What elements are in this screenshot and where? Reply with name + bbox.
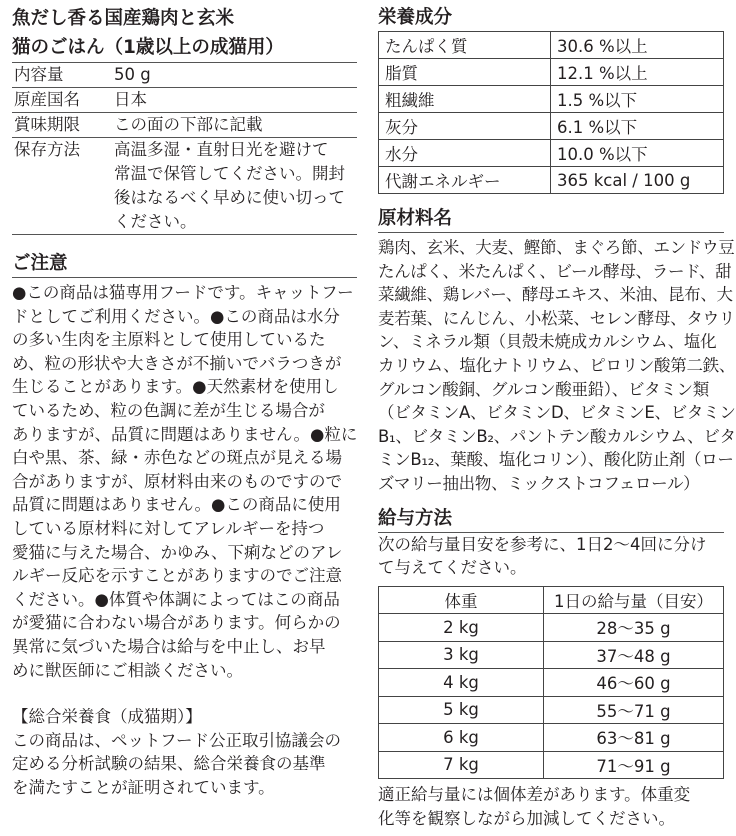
text-line: ているため、粒の色調に差が生じる場合が bbox=[12, 400, 325, 420]
table-row bbox=[379, 59, 724, 86]
body-weight: 3 kg bbox=[379, 641, 544, 669]
daily-amount: 71〜91 g bbox=[544, 751, 724, 779]
info-value bbox=[112, 138, 357, 235]
text-line: の多い生肉を主原料として使用しているた bbox=[12, 330, 326, 350]
feeding-heading: 給与方法 bbox=[378, 506, 724, 533]
body-weight: 2 kg bbox=[379, 614, 544, 642]
info-label: 賞味期限 bbox=[12, 113, 112, 138]
table-row bbox=[379, 669, 724, 697]
info-label: 保存方法 bbox=[12, 138, 112, 235]
text-line: ルギー反応を示すことがありますのでご注意 bbox=[12, 566, 342, 586]
text-line: 麦若葉、にんじん、小松菜、セレン酵母、タウリ bbox=[378, 308, 735, 328]
nutrition-heading: 栄養成分 bbox=[378, 7, 453, 28]
text-line: を満たすことが証明されています。 bbox=[12, 777, 275, 797]
header-amount: 1日の給与量（目安） bbox=[544, 586, 724, 614]
table-row bbox=[379, 167, 724, 194]
ingredients-heading: 原材料名 bbox=[378, 206, 724, 233]
text-line: が愛猫に合わない場合があります。何らかの bbox=[12, 613, 341, 633]
product-info-table bbox=[12, 62, 357, 235]
nutrient-value: 12.1 %以上 bbox=[551, 59, 724, 86]
info-value: 日本 bbox=[112, 88, 357, 113]
nutrition-table bbox=[378, 31, 724, 194]
text-line: め、粒の形状や大きさが不揃いでバラつきが bbox=[12, 353, 342, 373]
complete-nutrition-text bbox=[12, 729, 357, 800]
text-line: たんぱく、米たんぱく、ビール酵母、ラード、甜 bbox=[378, 261, 732, 281]
caution-text bbox=[12, 281, 357, 682]
daily-amount: 63〜81 g bbox=[544, 724, 724, 752]
table-row bbox=[12, 63, 357, 88]
nutrient-value: 365 kcal / 100 g bbox=[551, 167, 724, 194]
info-value: 50 g bbox=[112, 63, 357, 88]
value-line: 後はなるべく早めに使い切って bbox=[114, 188, 345, 207]
nutrient-name: たんぱく質 bbox=[379, 32, 551, 59]
value-line: 高温多湿・直射日光を避けて bbox=[114, 140, 329, 159]
text-line: ●この商品は猫専用フードです。キャットフー bbox=[12, 283, 354, 302]
text-line: 異常に気づいた場合は給与を中止し、お早 bbox=[12, 636, 326, 656]
text-line: グルコン酸銅、グルコン酸亜鉛）、ビタミン類 bbox=[378, 379, 709, 399]
left-column bbox=[12, 0, 357, 799]
title-line: 猫のごはん（1歳以上の成猫用） bbox=[12, 37, 284, 58]
daily-amount: 28〜35 g bbox=[544, 614, 724, 642]
body-weight: 5 kg bbox=[379, 696, 544, 724]
complete-nutrition-heading: 【総合栄養食（成猫期）】 bbox=[12, 707, 202, 727]
nutrient-value: 10.0 %以下 bbox=[551, 140, 724, 167]
nutrient-name: 脂質 bbox=[379, 59, 551, 86]
feeding-table bbox=[378, 586, 724, 780]
feeding-note-line: 適正給与量には個体差があります。体重変 bbox=[378, 785, 691, 805]
table-header-row bbox=[379, 586, 724, 614]
text-line: この商品は、ペットフード公正取引協議会の bbox=[12, 730, 342, 750]
text-line: めに獣医師にご相談ください。 bbox=[12, 660, 243, 680]
table-row bbox=[12, 113, 357, 138]
table-row bbox=[379, 32, 724, 59]
nutrient-name: 代謝エネルギー bbox=[379, 167, 551, 194]
info-label: 原産国名 bbox=[12, 88, 112, 113]
body-weight: 6 kg bbox=[379, 724, 544, 752]
table-row bbox=[379, 751, 724, 779]
product-title bbox=[12, 0, 357, 62]
text-line: 愛猫に与えた場合、かゆみ、下痢などのアレ bbox=[12, 542, 343, 562]
feeding-note-line: 化等を観察しながら加減してください。 bbox=[378, 808, 675, 828]
nutrient-name: 粗繊維 bbox=[379, 86, 551, 113]
table-row bbox=[379, 113, 724, 140]
text-line: ありますが、品質に問題はありません。●粒に bbox=[12, 424, 358, 444]
value-line: ください。 bbox=[114, 212, 197, 231]
text-line: ズマリー抽出物、ミックストコフェロール） bbox=[378, 473, 700, 493]
caution-heading: ご注意 bbox=[12, 251, 357, 278]
daily-amount: 55〜71 g bbox=[544, 696, 724, 724]
text-line: B₁、ビタミンB₂、パントテン酸カルシウム、ビタ bbox=[378, 426, 736, 446]
value-line: 常温で保管してください。開封 bbox=[114, 164, 345, 183]
text-line: ドとしてご利用ください。●この商品は水分 bbox=[12, 306, 340, 326]
info-value: この面の下部に記載 bbox=[112, 113, 357, 138]
text-line: している原材料に対してアレルギーを持つ bbox=[12, 518, 325, 538]
nutrient-value: 6.1 %以下 bbox=[551, 113, 724, 140]
table-row bbox=[379, 614, 724, 642]
text-line: カリウム、塩化ナトリウム、ピロリン酸第二鉄、 bbox=[378, 355, 736, 375]
daily-amount: 46〜60 g bbox=[544, 669, 724, 697]
text-line: ください。●体質や体調によってはこの商品 bbox=[12, 589, 340, 609]
nutrient-value: 1.5 %以下 bbox=[551, 86, 724, 113]
nutrient-name: 灰分 bbox=[379, 113, 551, 140]
text-line: 菜繊維、鶏レバー、酵母エキス、米油、昆布、大 bbox=[378, 285, 733, 305]
table-row bbox=[12, 88, 357, 113]
feeding-intro-line: 次の給与量目安を参考に、1日2〜4回に分け bbox=[378, 534, 707, 554]
table-row bbox=[379, 696, 724, 724]
table-row bbox=[379, 724, 724, 752]
daily-amount: 37〜48 g bbox=[544, 641, 724, 669]
table-row bbox=[379, 140, 724, 167]
text-line: 鶏肉、玄米、大麦、鰹節、まぐろ節、エンドウ豆 bbox=[378, 238, 735, 257]
feeding-intro-line: て与えてください。 bbox=[378, 558, 527, 578]
text-line: ン、ミネラル類（貝殻未焼成カルシウム、塩化 bbox=[378, 332, 717, 352]
info-label: 内容量 bbox=[12, 63, 112, 88]
text-line: 合がありますが、原材料由来のものですので bbox=[12, 471, 342, 491]
nutrient-value: 30.6 %以上 bbox=[551, 32, 724, 59]
table-row bbox=[379, 641, 724, 669]
text-line: 白や黒、茶、緑・赤色などの斑点が見える場 bbox=[12, 448, 342, 468]
table-row bbox=[12, 138, 357, 235]
text-line: （ビタミンA、ビタミンD、ビタミンE、ビタミン bbox=[378, 403, 736, 423]
text-line: ミンB₁₂、葉酸、塩化コリン）、酸化防止剤（ロー bbox=[378, 450, 734, 470]
right-column bbox=[378, 0, 736, 830]
header-weight: 体重 bbox=[379, 586, 544, 614]
table-row bbox=[379, 86, 724, 113]
title-line: 魚だし香る国産鶏肉と玄米 bbox=[12, 8, 235, 29]
body-weight: 7 kg bbox=[379, 751, 544, 779]
text-line: 品質に問題はありません。●この商品に使用 bbox=[12, 495, 341, 515]
text-line: 定める分析試験の結果、総合栄養食の基準 bbox=[12, 754, 326, 774]
body-weight: 4 kg bbox=[379, 669, 544, 697]
ingredients-text bbox=[378, 236, 736, 496]
nutrient-name: 水分 bbox=[379, 140, 551, 167]
text-line: 生じることがあります。●天然素材を使用し bbox=[12, 377, 339, 397]
